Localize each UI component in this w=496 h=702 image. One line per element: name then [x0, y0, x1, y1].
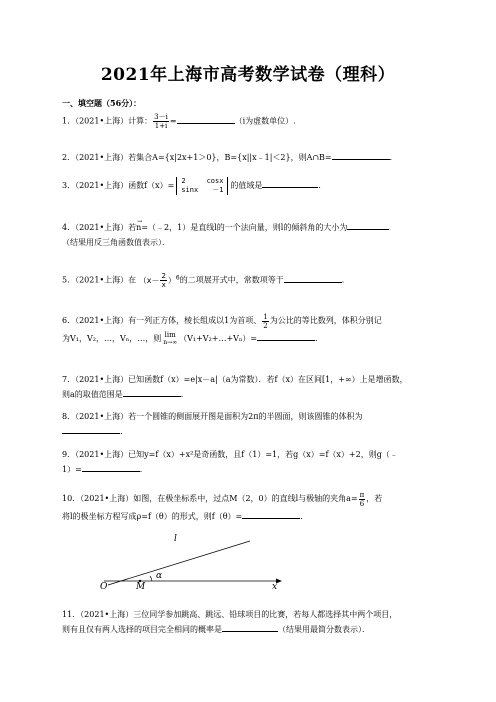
q6-fraction: $\frac{1}{2}$: [263, 312, 268, 330]
q7-answer-blank[interactable]: [123, 387, 181, 397]
q9-end: ．: [139, 465, 148, 474]
q1-suffix: （i为虚数单位）.: [234, 116, 296, 126]
q8-line1: 8．（2021•上海）若一个圆锥的侧面展开图是面积为2π的半圆面，则该圆锥的体积为: [62, 412, 363, 421]
q4-line2: （结果用反三角函数值表示）．: [62, 238, 170, 247]
q3-answer-blank[interactable]: [262, 178, 318, 188]
question-4: [62, 220, 434, 250]
q2-text: 2．（2021•上海）若集合A={x|2x+1＞0}，B={x||x﹣1|＜2}，则A∩B=: [62, 153, 332, 162]
q1-answer-blank[interactable]: [177, 114, 235, 124]
q3-a12: cosx: [206, 177, 224, 185]
q5-prefix: 5．（2021•上海）在: [62, 275, 137, 285]
q6-line2a: 为V₁，V₂，…，Vₙ，…，则: [62, 334, 162, 343]
q5-binomial: （x－ $\frac{2}{x}$ ）$^6$: [138, 271, 180, 289]
q1-equals: =: [169, 116, 177, 126]
q11-line1: 11．（2021•上海）三位同学参加跳高、跳远、铅球项目的比赛，若每人都选择其中两个项目，: [62, 610, 398, 619]
question-6: [62, 312, 434, 348]
q9-answer-blank[interactable]: [82, 462, 140, 472]
q3-suffix: 的值域是: [230, 181, 263, 190]
question-9: [62, 447, 434, 477]
q10-line2: 将l的极坐标方程写成ρ=f（θ）的形式，则f（θ）=: [62, 511, 243, 521]
q1-denominator: 1+i: [154, 122, 168, 130]
q3-a21: sinx: [181, 186, 199, 194]
q10-line1a: 10．（2021•上海）如图，在极坐标系中，过点M（2，0）的直线l与极轴的夹角a=: [62, 494, 358, 503]
page-title: 2021年上海市高考数学试卷（理科）: [100, 65, 396, 85]
q6-limit: lim n→∞: [163, 331, 178, 346]
q8-answer-blank[interactable]: [62, 424, 120, 434]
question-1: [62, 113, 434, 130]
q4-text-a: 4．（2021•上海）若: [62, 223, 137, 232]
q11-answer-blank[interactable]: [222, 622, 278, 632]
q10-line1b: ，若: [366, 494, 383, 503]
q6-text-a: 6．（2021•上海）有一列正方体，棱长组成以1为首项、: [62, 316, 262, 325]
label-x: x: [272, 582, 278, 589]
question-5: [62, 270, 434, 289]
line-l: [108, 541, 250, 585]
q5-power: 6: [175, 274, 180, 281]
q10-answer-blank[interactable]: [242, 509, 300, 519]
label-l: l: [174, 534, 177, 544]
question-8: [62, 409, 434, 439]
q1-prefix: 1．（2021•上海）计算：: [62, 116, 153, 126]
q5-fraction: $\frac{2}{x}$: [161, 271, 166, 289]
q2-end: ．: [389, 153, 398, 162]
polar-figure: [100, 533, 290, 589]
question-2: [62, 150, 434, 165]
section-heading: 一、填空题（56分）：: [62, 98, 142, 108]
question-11: [62, 607, 434, 637]
q5-end: ．: [341, 275, 350, 285]
question-3: [62, 177, 434, 195]
q4-vector: → n: [136, 220, 141, 235]
q3-a11: 2: [181, 177, 186, 185]
q9-line2: 1）=: [62, 465, 82, 474]
q9-line1: 9．（2021•上海）已知y=f（x）+x²是奇函数，且f（1）=1，若g（x）=f（x）+2，则g（﹣: [62, 450, 398, 459]
q7-end: ．: [180, 390, 189, 399]
q10-fraction: $\frac{\pi}{6}$: [359, 490, 365, 508]
q1-fraction: [153, 113, 169, 130]
q11-line2: 则有且仅有两人选择的项目完全相同的概率是: [62, 625, 222, 634]
question-7: [62, 372, 434, 402]
angle-arc: [150, 576, 152, 581]
label-o: O: [100, 582, 108, 589]
q3-prefix: 3．（2021•上海）函数f（x）=: [62, 181, 175, 190]
vector-arrow-icon: →: [137, 218, 143, 225]
q4-text-b: =（﹣2，1）是直线l的一个法向量，则l的倾斜角的大小为: [141, 223, 348, 232]
q6-end: ．: [315, 334, 324, 343]
q5-answer-blank[interactable]: [284, 273, 342, 283]
question-10: [62, 490, 434, 525]
q5-suffix: 的二项展开式中，常数项等于: [179, 275, 284, 285]
q1-numerator: 3－i: [154, 113, 168, 121]
q11-suffix: （结果用最简分数表示）．: [278, 625, 370, 634]
q7-line1: 7．（2021•上海）已知函数f（x）=e|x－a|（a为常数）．若f（x）在区间[1，+∞）上是增函数，: [62, 375, 408, 384]
polar-figure-svg: [100, 533, 290, 589]
q7-line2: 则a的取值范围是: [62, 390, 123, 399]
q2-answer-blank[interactable]: [332, 150, 390, 160]
q10-end: ．: [300, 511, 309, 521]
label-m: M: [136, 582, 146, 589]
q3-end: ．: [318, 181, 327, 190]
q6-line2b: （V₁+V₂+…+Vₙ）=: [179, 334, 258, 343]
q4-answer-blank[interactable]: [347, 220, 389, 230]
q6-answer-blank[interactable]: [257, 331, 315, 341]
q3-a22: －1: [212, 186, 224, 194]
label-alpha: α: [156, 571, 163, 581]
q8-end: ．: [120, 427, 128, 436]
q3-determinant: [176, 177, 228, 195]
q6-text-b: 为公比的等比数列，体积分别记: [269, 316, 382, 325]
